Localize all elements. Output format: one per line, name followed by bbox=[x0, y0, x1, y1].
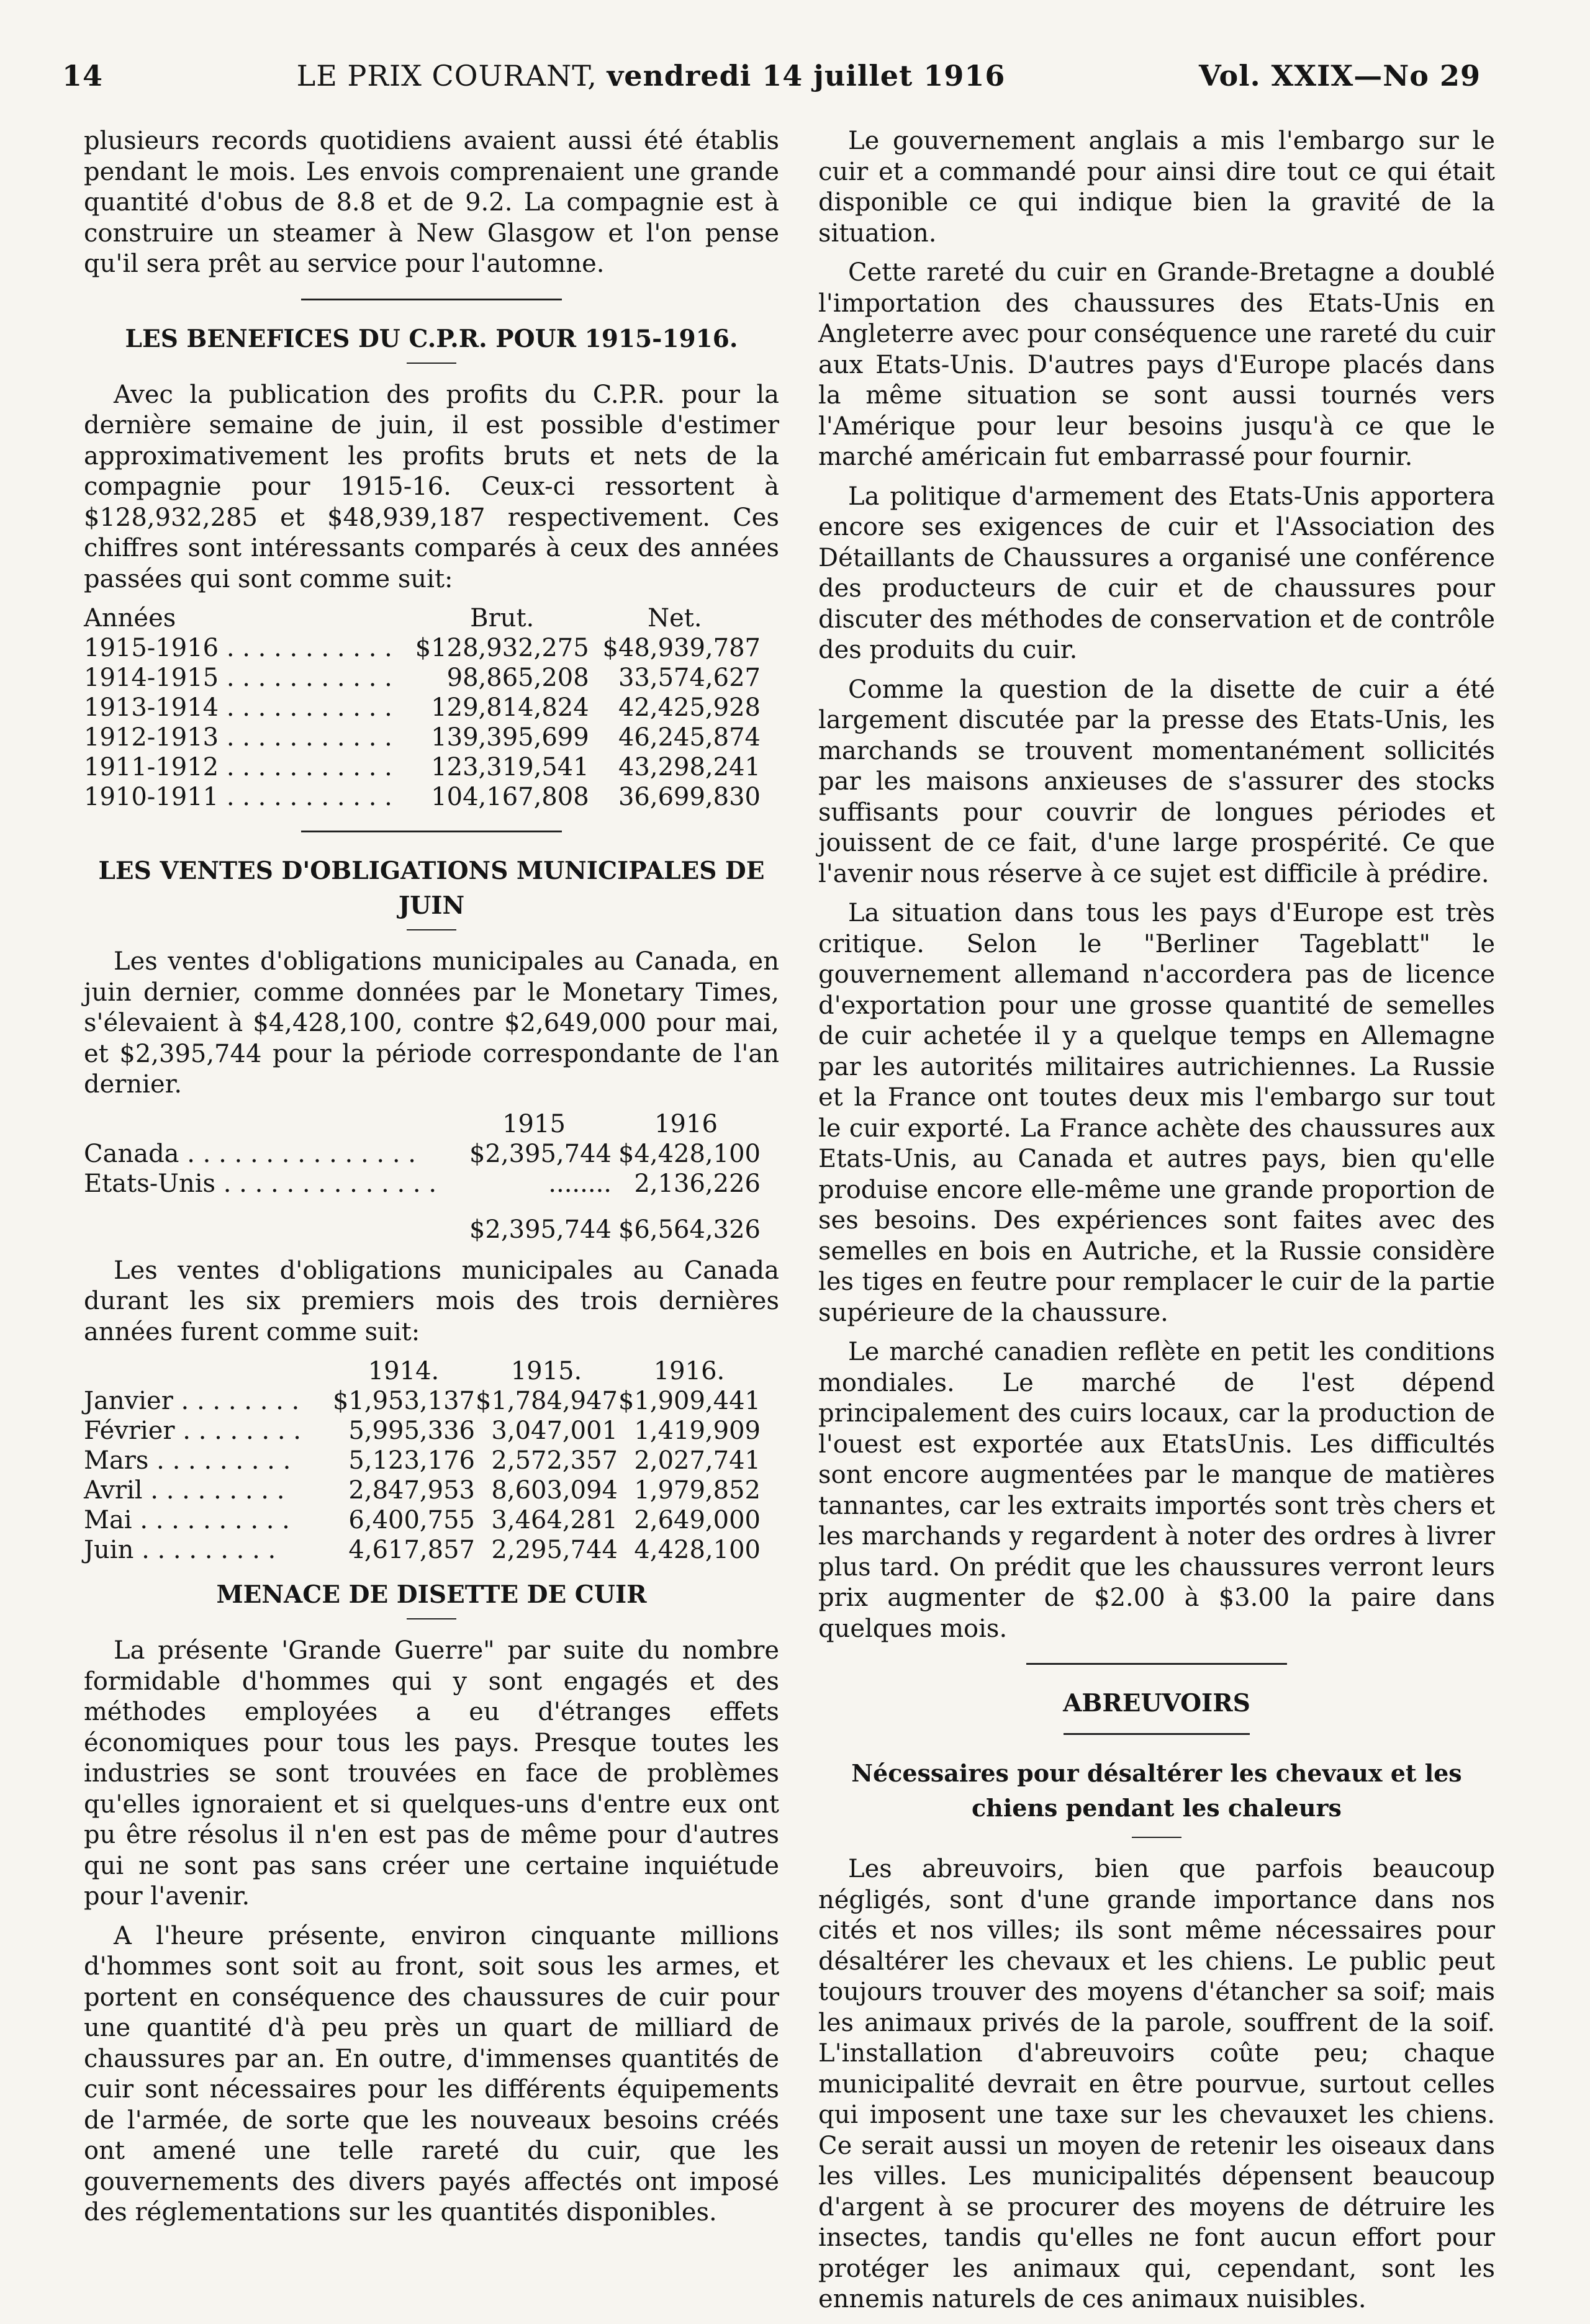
gross-cell: 129,814,824 bbox=[431, 693, 589, 722]
value-cell: $1,909,441 bbox=[618, 1387, 761, 1415]
column-header: 1914. bbox=[368, 1357, 440, 1385]
title-underline bbox=[407, 929, 456, 930]
title-underline bbox=[407, 1618, 456, 1619]
month-cell: Mars . . . . . . . . . bbox=[84, 1446, 291, 1475]
bonds-title: LES VENTES D'OBLIGATIONS MUNICIPALES DE JUIN bbox=[98, 857, 765, 920]
month-cell: Février . . . . . . . . bbox=[84, 1416, 301, 1445]
column-header: Brut. bbox=[470, 604, 535, 633]
value-cell: 2,572,357 bbox=[491, 1446, 618, 1475]
bonds-paragraph-2: Les ventes d'obligations municipales au Canada durant les six premiers mois des trois dernières années furent comme suit: bbox=[84, 1256, 779, 1346]
value-cell: 4,428,100 bbox=[634, 1536, 761, 1564]
cpr-paragraph: Avec la publication des profits du C.P.R. pour la dernière semaine de juin, il est possible d'estimer approximativement les profits bruts et nets de la compagnie pour 1915-16. Ceux-ci ressortent à $128,932,285 et $48,939,187 respectivement. Ces chiffres sont intéressants comparés à ceux des années passées qui sont comme suit: bbox=[84, 380, 779, 593]
leather-paragraph: A l'heure présente, environ cinquante millions d'hommes sont soit au front, soit sous les armes, et portent en conséquence des chaussures de cuir pour une quantité d'à peu près un quart de milliard de chaussures par an. En outre, d'immenses quantités de cuir sont nécessaires pour les différents équipements de l'armée, de sorte que les nouveaux besoins créés ont amené une telle rareté du cuir, que les gouvernements des divers payés affectés ont imposé des réglementations sur les quantités disponibles. bbox=[84, 1921, 779, 2227]
year-cell: 1912-1913 . . . . . . . . . . . bbox=[84, 723, 392, 752]
value-cell: 2,136,226 bbox=[634, 1169, 761, 1198]
abreuvoirs-paragraph: Les abreuvoirs, bien que parfois beaucoup négligés, sont d'une grande importance dans nos cités et nos villes; ils sont même nécessaires pour désaltérer les chevaux et les chiens. Le public peut toujours trouver des moyens d'étancher sa soif; mais les animaux privés de la parole, souffrent de la soif. L'installation d'abreuvoirs coûte peu; chaque municipalité devrait en être pourvue, surtout celles qui imposent une taxe sur les chevauxet les chiens. Ce serait aussi un moyen de retenir les oiseaux dans les villes. Les municipalités dépensent beaucoup d'argent à se procurer des moyens de détruire les insectes, tandis qu'elles ne font aucun effort pour protéger les animaux qui, cependant, sont les ennemis naturels de ces animaux nuisibles. bbox=[818, 1855, 1495, 2313]
year-cell: 1915-1916 . . . . . . . . . . . bbox=[84, 634, 392, 662]
leather-paragraph: Cette rareté du cuir en Grande-Bretagne a doublé l'importation des chaussures des Etats-Unis en Angleterre avec pour conséquence une rareté du cuir aux Etats-Unis. D'autres pays d'Europe placés dans la même situation se sont aussi tournés vers l'Amérique pour leur besoins jusqu'à ce que le marché américain fut embarrassé pour fournir. bbox=[818, 258, 1495, 471]
column-header bbox=[84, 1109, 456, 1139]
value-cell: 8,603,094 bbox=[491, 1476, 618, 1505]
masthead bbox=[297, 61, 1006, 92]
left-column bbox=[84, 126, 779, 2237]
value-cell: $2,395,744 bbox=[469, 1139, 612, 1168]
bonds-monthly-table bbox=[84, 1356, 761, 1565]
cpr-title: LES BENEFICES DU C.P.R. POUR 1915-1916. bbox=[125, 324, 738, 353]
leather-paragraph: Comme la question de la disette de cuir a été largement discutée par la presse des Etats-Unis, les marchands se trouvent momentanément sollicités par les maisons anxieuses de s'assurer des stocks suffisants pour couvrir de longues périodes et jouissent de ce fait, d'une large prospérité. Ce que l'avenir nous réserve à ce sujet est difficile à prédire. bbox=[818, 675, 1495, 888]
table-header-row bbox=[84, 1109, 761, 1139]
value-cell: 2,847,953 bbox=[348, 1476, 475, 1505]
bonds-comparison-table bbox=[84, 1109, 761, 1245]
section-divider bbox=[301, 299, 562, 300]
value-cell: 3,464,281 bbox=[491, 1506, 618, 1534]
country-cell: Etats-Unis . . . . . . . . . . . . . . bbox=[84, 1169, 437, 1198]
leather-paragraph: La situation dans tous les pays d'Europe est très critique. Selon le "Berliner Tageblatt" le gouvernement allemand n'accordera pas de licence d'exportation pour une grosse quantité de semelles de cuir achetée il y a quelque temps en Allemagne par les autorités militaires autrichiennes. La Russie et la France ont toutes deux mis l'embargo sur tout le cuir exporté. La France achète des chaussures aux Etats-Unis, au Canada et autres pays, bien qu'elle produise encore elle-même une grande proportion de ses besoins. Des expériences sont faites avec des semelles en bois en Autriche, et la Russie considère les tiges en feutre pour remplacer le cuir de la partie supérieure de la chaussure. bbox=[818, 899, 1495, 1327]
table-row bbox=[84, 1169, 761, 1199]
column-header: Années bbox=[84, 604, 176, 633]
table-row bbox=[84, 1386, 761, 1416]
country-cell: Canada . . . . . . . . . . . . . . . bbox=[84, 1139, 416, 1168]
table-row bbox=[84, 633, 761, 663]
gross-cell: 98,865,208 bbox=[446, 664, 589, 692]
table-row bbox=[84, 1535, 761, 1565]
value-cell: $1,953,137 bbox=[332, 1387, 475, 1415]
total-cell: $2,395,744 bbox=[469, 1215, 612, 1244]
value-cell: 2,649,000 bbox=[634, 1506, 761, 1534]
title-underline bbox=[407, 363, 456, 364]
month-cell: Janvier . . . . . . . . bbox=[84, 1387, 300, 1415]
value-cell: 3,047,001 bbox=[491, 1416, 618, 1445]
table-row bbox=[84, 1139, 761, 1169]
year-cell: 1913-1914 . . . . . . . . . . . bbox=[84, 693, 392, 722]
value-cell: 4,617,857 bbox=[348, 1536, 475, 1564]
page-header bbox=[62, 61, 1481, 104]
net-cell: 46,245,874 bbox=[618, 723, 761, 752]
month-cell: Juin . . . . . . . . . bbox=[84, 1536, 276, 1564]
leather-paragraph: Le marché canadien reflète en petit les conditions mondiales. Le marché de l'est dépend principalement des cuirs locaux, car la production de l'ouest est exportée aux EtatsUnis. Les difficultés sont encore augmentées par le manque de matières tannantes, car les extraits importés sont très chers et les marchands y regardent à noter des ordres à livrer plus tard. On prédit que les chaussures verront leurs prix augmenter de $2.00 à $3.00 la paire dans quelques mois. bbox=[818, 1338, 1495, 1643]
leather-paragraph: La politique d'armement des Etats-Unis apportera encore ses exigences de cuir et l'Association des Détaillants de Chaussures a organisé une conférence des producteurs de cuir et de chaussures pour discuter des méthodes de conservation et de contrôle des produits du cuir. bbox=[818, 482, 1495, 664]
total-cell: $6,564,326 bbox=[618, 1215, 761, 1244]
issue-date: vendredi 14 juillet 1916 bbox=[607, 59, 1006, 92]
column-header: Net. bbox=[648, 604, 702, 633]
net-cell: 43,298,241 bbox=[618, 753, 761, 781]
volume-number: Vol. XXIX—No 29 bbox=[1198, 59, 1481, 92]
value-cell: 2,295,744 bbox=[491, 1536, 618, 1564]
net-cell: 36,699,830 bbox=[618, 783, 761, 811]
column-header: 1915 bbox=[502, 1109, 566, 1138]
bonds-paragraph-1: Les ventes d'obligations municipales au Canada, en juin dernier, comme données par le Monetary Times, s'élevaient à $4,428,100, contre $2,649,000 pour mai, et $2,395,744 pour la période correspondante de l'an dernier. bbox=[84, 947, 779, 1099]
gross-cell: 123,319,541 bbox=[431, 753, 589, 781]
column-header: 1916 bbox=[654, 1109, 718, 1138]
leather-paragraph: La présente 'Grande Guerre" par suite du nombre formidable d'hommes qui y sont engagés et des méthodes employées a eu d'étranges effets économiques pour tous les pays. Presque toutes les industries se sont trouvées en face de problèmes qu'elles ignoraient et si quelques-uns d'entre eux ont pu être résolus il n'en est pas de même pour d'autres qui ne sont pas sans créer une certaine inquiétude pour l'avenir. bbox=[84, 1636, 779, 1911]
table-row bbox=[84, 723, 761, 752]
table-total-row bbox=[84, 1199, 761, 1245]
gross-cell: 139,395,699 bbox=[431, 723, 589, 752]
table-header-row bbox=[84, 603, 761, 633]
right-column bbox=[818, 126, 1495, 2324]
table-row bbox=[84, 663, 761, 693]
table-row bbox=[84, 752, 761, 782]
intro-paragraph: plusieurs records quotidiens avaient aussi été établis pendant le mois. Les envois comprenaient une grande quantité d'obus de 8.8 et de 9.2. La compagnie est à construire un steamer à New Glasgow et l'on pense qu'il sera prêt au service pour l'automne. bbox=[84, 127, 779, 278]
publication-name: LE PRIX COURANT, bbox=[296, 59, 597, 92]
value-cell: 5,995,336 bbox=[348, 1416, 475, 1445]
value-cell: 2,027,741 bbox=[634, 1446, 761, 1475]
table-row bbox=[84, 693, 761, 723]
section-divider bbox=[1026, 1663, 1287, 1665]
year-cell: 1910-1911 . . . . . . . . . . . bbox=[84, 783, 392, 811]
net-cell: $48,939,787 bbox=[602, 634, 761, 662]
month-cell: Mai . . . . . . . . . . bbox=[84, 1506, 290, 1534]
abreuvoirs-title: ABREUVOIRS bbox=[1063, 1689, 1250, 1718]
table-row bbox=[84, 1416, 761, 1446]
value-cell: 1,979,852 bbox=[634, 1476, 761, 1505]
net-cell: 42,425,928 bbox=[618, 693, 761, 722]
column-header bbox=[84, 1356, 332, 1386]
value-cell: 1,419,909 bbox=[634, 1416, 761, 1445]
value-cell: $1,784,947 bbox=[475, 1387, 618, 1415]
value-cell: $4,428,100 bbox=[618, 1139, 761, 1168]
table-row bbox=[84, 782, 761, 812]
page-number: 14 bbox=[62, 59, 104, 92]
section-divider bbox=[1064, 1733, 1250, 1735]
table-row bbox=[84, 1505, 761, 1535]
gross-cell: 104,167,808 bbox=[431, 783, 589, 811]
column-header: 1915. bbox=[510, 1357, 582, 1385]
value-cell: 5,123,176 bbox=[348, 1446, 475, 1475]
cpr-profits-table bbox=[84, 603, 761, 812]
empty-cell bbox=[84, 1199, 456, 1245]
table-row bbox=[84, 1475, 761, 1505]
month-cell: Avril . . . . . . . . . bbox=[84, 1476, 285, 1505]
net-cell: 33,574,627 bbox=[618, 664, 761, 692]
value-cell: 6,400,755 bbox=[348, 1506, 475, 1534]
table-header-row bbox=[84, 1356, 761, 1386]
abreuvoirs-subtitle: Nécessaires pour désaltérer les chevaux et les chiens pendant les chaleurs bbox=[851, 1759, 1462, 1822]
table-row bbox=[84, 1446, 761, 1475]
title-underline bbox=[1132, 1837, 1181, 1838]
section-divider bbox=[301, 831, 562, 832]
column-header: 1916. bbox=[653, 1357, 725, 1385]
gross-cell: $128,932,275 bbox=[415, 634, 589, 662]
year-cell: 1911-1912 . . . . . . . . . . . bbox=[84, 753, 392, 781]
leather-paragraph: Le gouvernement anglais a mis l'embargo sur le cuir et a commandé pour ainsi dire tout ce qui était disponible ce qui indique bien la gravité de la situation. bbox=[818, 127, 1495, 248]
leather-title: MENACE DE DISETTE DE CUIR bbox=[216, 1580, 647, 1609]
value-cell: ........ bbox=[548, 1169, 612, 1198]
year-cell: 1914-1915 . . . . . . . . . . . bbox=[84, 664, 392, 692]
